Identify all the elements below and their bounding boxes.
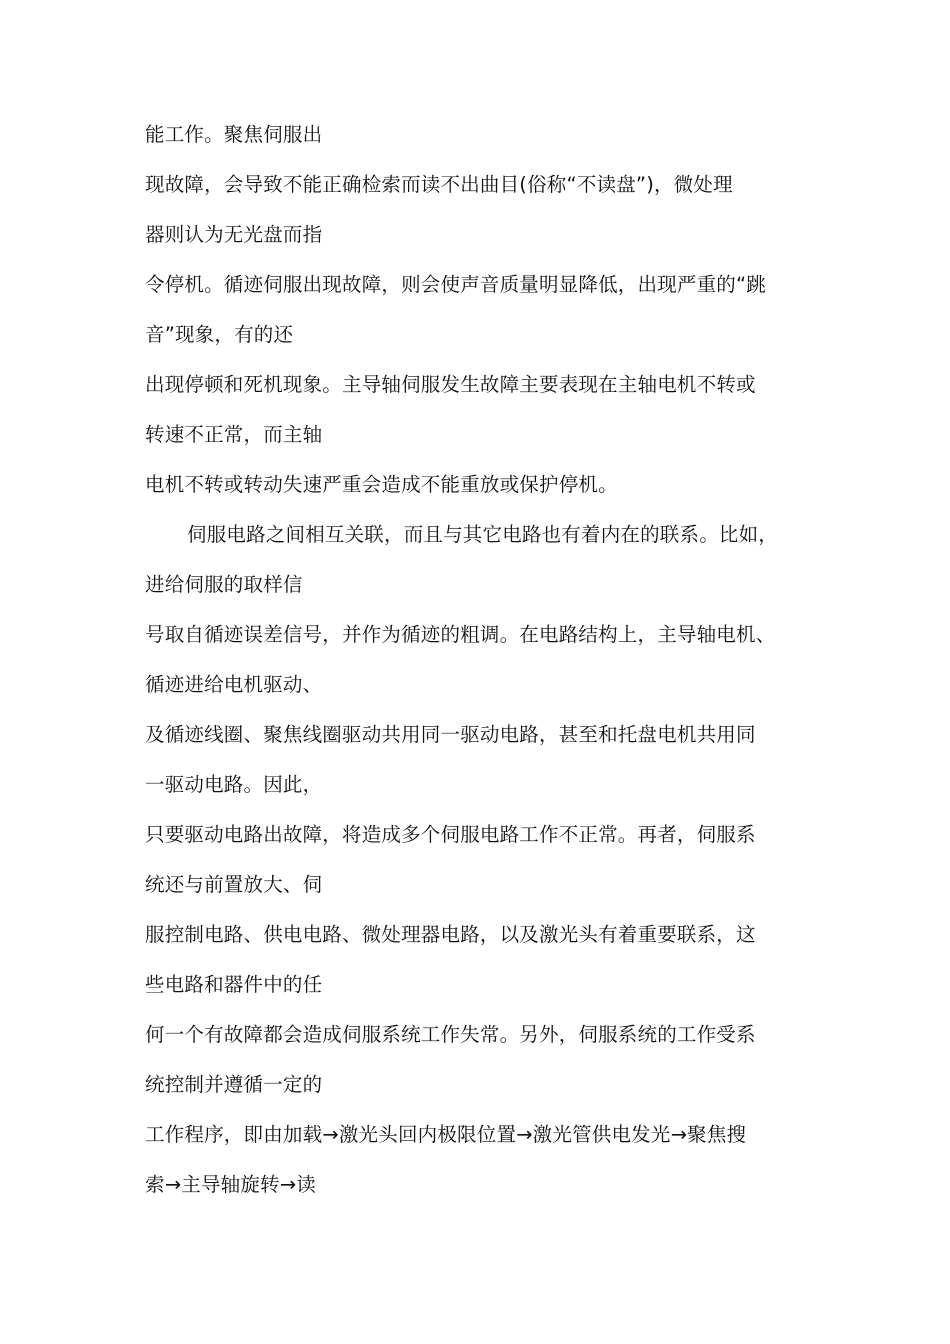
text-line-16: 统还与前置放大、伺 [145, 873, 323, 896]
text-line-6: 出现停顿和死机现象。主导轴伺服发生故障主要表现在主轴电机不转或 [145, 373, 756, 396]
text-line-20: 统控制并遵循一定的 [145, 1073, 323, 1096]
text-line-15: 只要驱动电路出故障，将造成多个伺服电路工作不正常。再者，伺服系 [145, 823, 756, 846]
text-line-18: 些电路和器件中的任 [145, 973, 323, 996]
document-page [145, 110, 810, 1210]
text-line-8: 电机不转或转动失速严重会造成不能重放或保护停机。 [145, 473, 618, 496]
paragraph-start-line: 伺服电路之间相互关联，而且与其它电路也有着内在的联系。比如， [187, 523, 779, 546]
text-line-14: 一驱动电路。因此， [145, 773, 323, 796]
text-line-11: 号取自循迹误差信号，并作为循迹的粗调。在电路结构上，主导轴电机、 [145, 623, 776, 646]
text-line-2: 现故障，会导致不能正确检索而读不出曲目(俗称“不读盘”)，微处理 [145, 173, 733, 196]
text-line-4: 令停机。循迹伺服出现故障，则会使声音质量明显降低，出现严重的“跳 [145, 273, 767, 296]
text-line-22: 索→主导轴旋转→读 [145, 1173, 316, 1196]
text-line-3: 器则认为无光盘而指 [145, 223, 323, 246]
text-line-1: 能工作。聚焦伺服出 [145, 123, 323, 146]
text-line-10: 进给伺服的取样信 [145, 573, 303, 596]
text-line-12: 循迹进给电机驱动、 [145, 673, 323, 696]
text-line-5: 音”现象，有的还 [145, 323, 294, 346]
text-line-21: 工作程序，即由加载→激光头回内极限位置→激光管供电发光→聚焦搜 [145, 1123, 747, 1146]
text-line-7: 转速不正常，而主轴 [145, 423, 323, 446]
text-line-19: 何一个有故障都会造成伺服系统工作失常。另外，伺服系统的工作受系 [145, 1023, 756, 1046]
text-line-13: 及循迹线圈、聚焦线圈驱动共用同一驱动电路，甚至和托盘电机共用同 [145, 723, 756, 746]
text-line-17: 服控制电路、供电电路、微处理器电路，以及激光头有着重要联系，这 [145, 923, 756, 946]
